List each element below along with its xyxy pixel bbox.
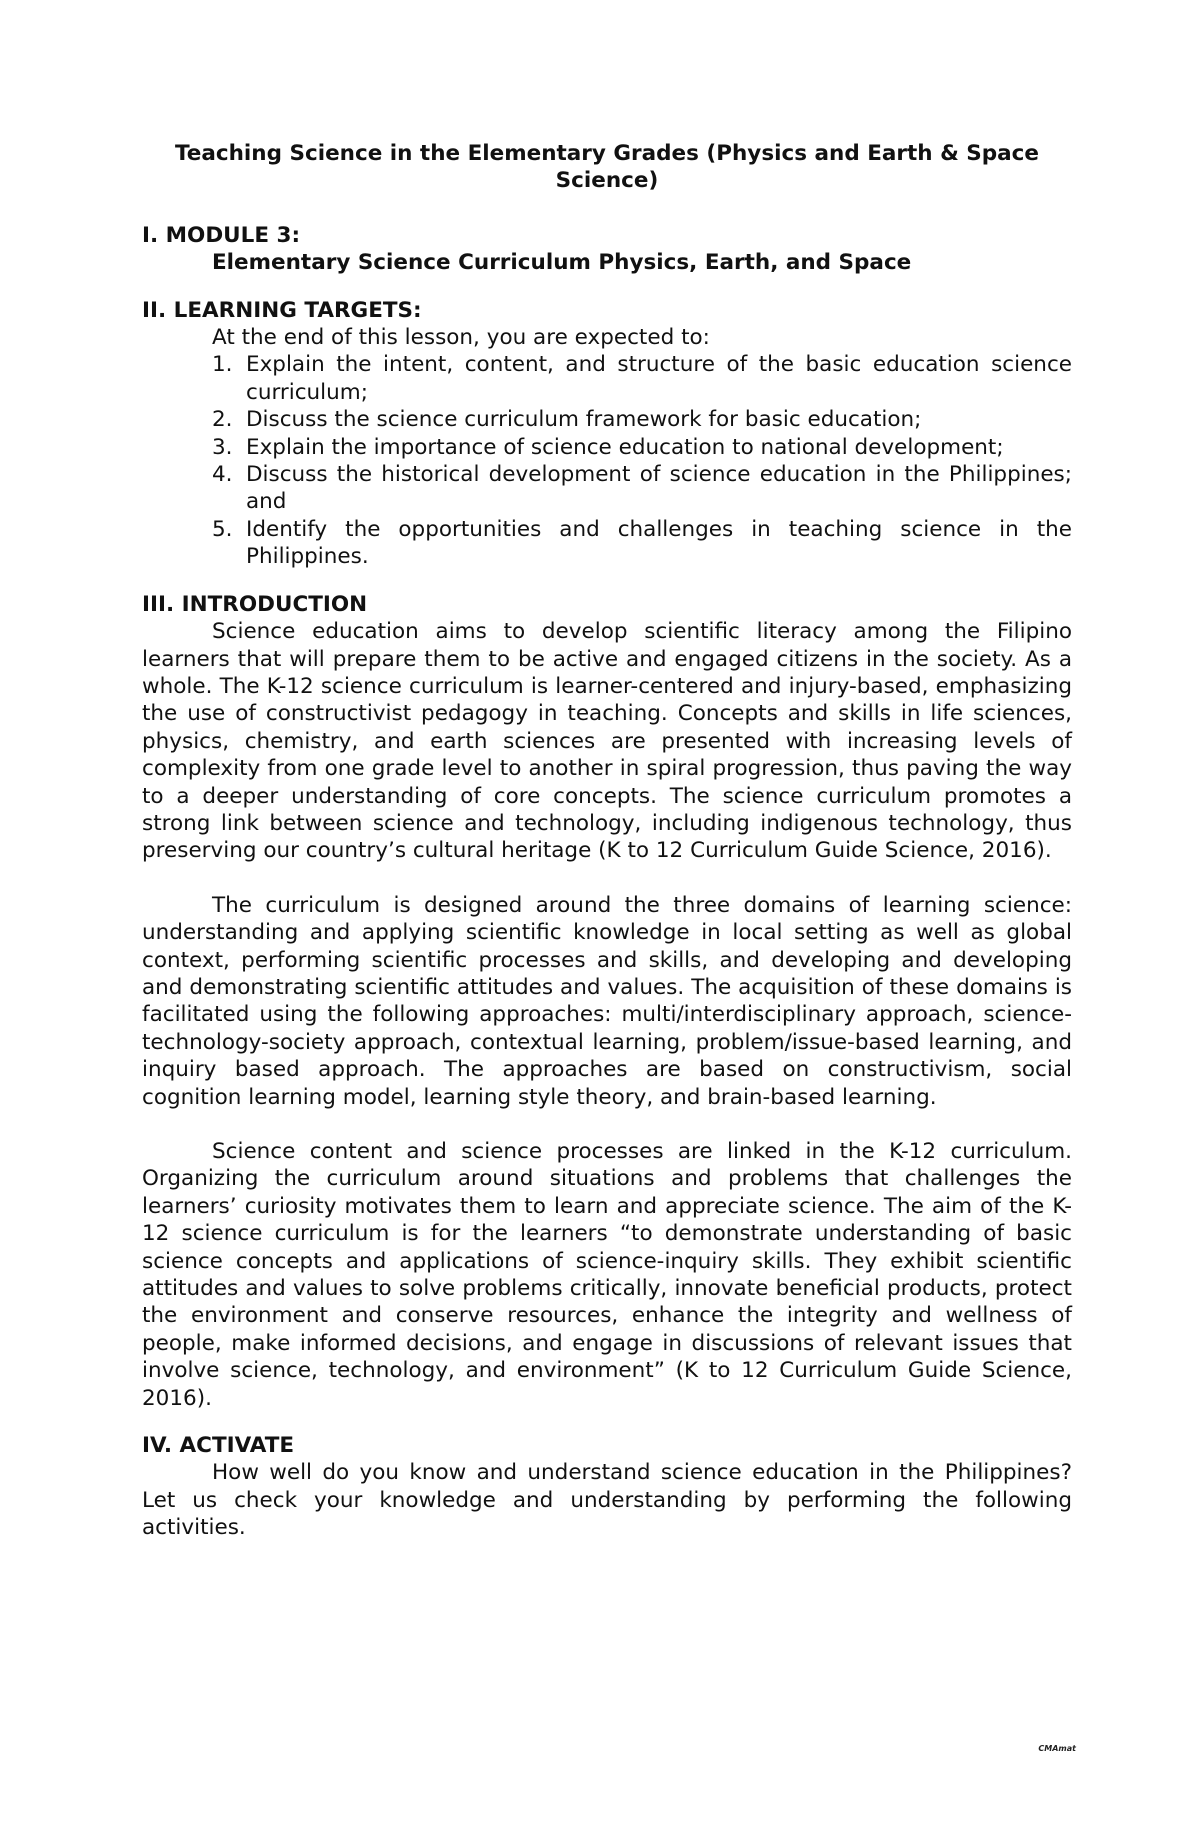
activate-heading: IV. ACTIVATE [142, 1433, 295, 1459]
list-item-text: Explain the intent, content, and structure of the basic education science curriculum; [246, 352, 1072, 405]
footer-initials-mark: CMAmat [1038, 1744, 1076, 1753]
introduction-heading: III. INTRODUCTION [142, 591, 368, 617]
list-item-text: Discuss the historical development of science education in the Philippines; and [246, 462, 1072, 515]
learning-targets-heading: II. LEARNING TARGETS: [142, 297, 422, 323]
introduction-paragraph-3: Science content and science processes are linked in the K-12 curriculum. Organizing the curriculum around situations and problems that challenges the learners’ curiosity motivates them to learn and appreciate science. The aim of the K-12 science curriculum is for the learners “to demonstrate understanding of basic science concepts and applications of science-inquiry skills. They exhibit scientific attitudes and values to solve problems critically, innovate beneficial products, protect the environment and conserve resources, enhance the integrity and wellness of people, make informed decisions, and engage in discussions of relevant issues that involve science, technology, and environment” (K to 12 Curriculum Guide Science, 2016). [142, 1139, 1072, 1411]
list-item [212, 461, 1072, 516]
list-item-text: Discuss the science curriculum framework for basic education; [246, 407, 922, 433]
list-item [212, 351, 1072, 406]
list-item-text: Explain the importance of science education to national development; [246, 434, 1004, 460]
module-heading: I. MODULE 3: [142, 222, 301, 248]
document-title: Teaching Science in the Elementary Grades (Physics and Earth & Space Science) [174, 141, 1040, 194]
learning-targets-intro: At the end of this lesson, you are expected to: [212, 325, 710, 351]
list-item-number: 3. [212, 434, 233, 460]
list-item-number: 1. [212, 352, 233, 378]
module-subtitle: Elementary Science Curriculum Physics, Earth, and Space [212, 250, 912, 276]
list-item-number: 4. [212, 462, 233, 488]
list-item-number: 5. [212, 516, 233, 542]
list-item-text: Identify the opportunities and challenges in teaching science in the Philippines. [246, 516, 1072, 570]
list-item [212, 406, 1072, 433]
list-item [212, 434, 1072, 461]
list-item-number: 2. [212, 407, 233, 433]
introduction-paragraph-2: The curriculum is designed around the three domains of learning science: understanding and applying scientific knowledge in local setting as well as global context, performing scientific processes and skills, and developing and developing and demonstrating scientific attitudes and values. The acquisition of these domains is facilitated using the following approaches: multi/interdisciplinary approach, science-technology-society approach, contextual learning, problem/issue-based learning, and inquiry based approach. The approaches are based on constructivism, social cognition learning model, learning style theory, and brain-based learning. [142, 892, 1072, 1110]
introduction-paragraph-1: Science education aims to develop scientific literacy among the Filipino learners that will prepare them to be active and engaged citizens in the society. As a whole. The K-12 science curriculum is learner-centered and injury-based, emphasizing the use of constructivist pedagogy in teaching. Concepts and skills in life sciences, physics, chemistry, and earth sciences are presented with increasing levels of complexity from one grade level to another in spiral progression, thus paving the way to a deeper understanding of core concepts. The science curriculum promotes a strong link between science and technology, including indigenous technology, thus preserving our country’s cultural heritage (K to 12 Curriculum Guide Science, 2016). [142, 619, 1072, 864]
learning-targets-list [142, 351, 1072, 570]
document-body [142, 140, 1072, 1542]
activate-paragraph: How well do you know and understand science education in the Philippines? Let us check your knowledge and understanding by performing the following activities. [142, 1460, 1072, 1541]
list-item [212, 516, 1072, 571]
